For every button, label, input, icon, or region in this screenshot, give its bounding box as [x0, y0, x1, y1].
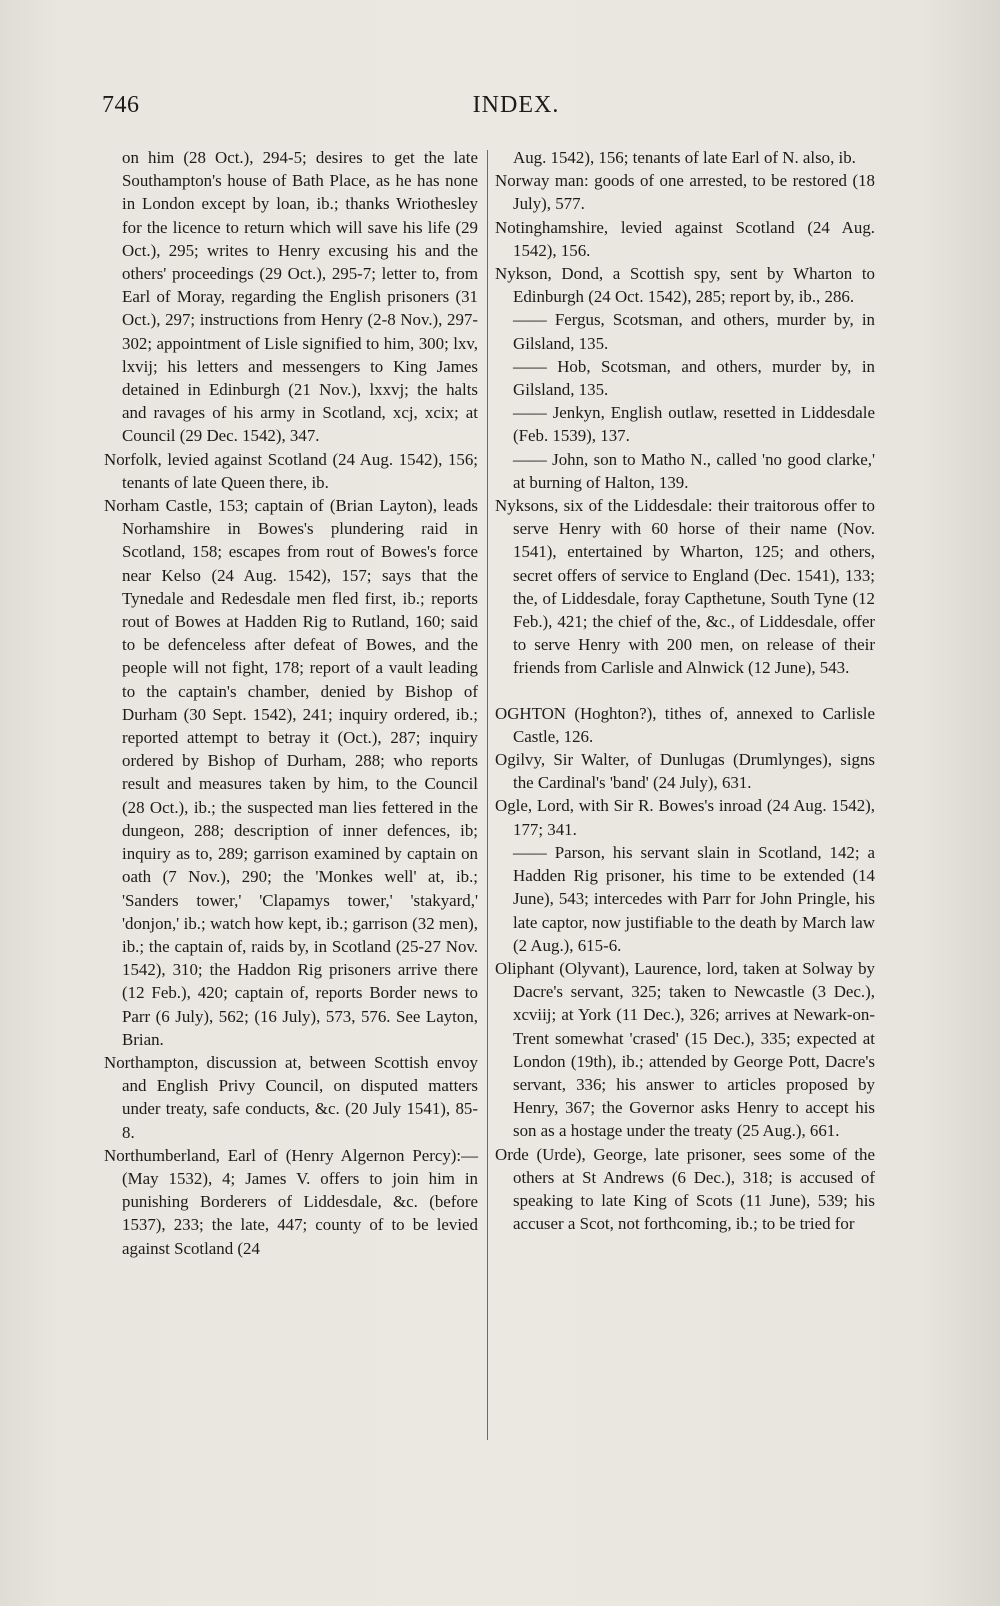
running-head: INDEX. [472, 92, 560, 118]
index-entry: OGHTON (Hoghton?), tithes of, annexed to Carlisle Castle, 126. [495, 703, 875, 746]
index-entry: Northumberland, Earl of (Henry Algernon Percy):—(May 1532), 4; James V. offers to join him in punishing Borderers of Liddesdale, &c. (before 1537), 233; the late, 447; county of to be levied against Scotland (24 [104, 1145, 478, 1258]
index-entry: Nykson, Dond, a Scottish spy, sent by Wharton to Edinburgh (24 Oct. 1542), 285; report by, ib., 286. [495, 264, 875, 307]
right-column [495, 146, 875, 1235]
index-entry-continued: Aug. 1542), 156; tenants of late Earl of N. also, ib. [513, 148, 856, 167]
index-entry: Nyksons, six of the Liddesdale: their traitorous offer to serve Henry with 60 horse of their name (Nov. 1541), entertained by Wharton, 125; and others, secret offers of service to England (Dec. 1541), 133; the, of Liddesdale, foray Capthetune, South Tyne (12 Feb.), 421; the chief of the, &c., of Liddesdale, offer to serve Henry with 200 men, on release of their friends from Carlisle and Alnwick (12 June), 543. [495, 496, 875, 678]
index-entry: Oliphant (Olyvant), Laurence, lord, taken at Solway by Dacre's servant, 325; taken to Newcastle (3 Dec.), xcviij; at York (11 Dec.), 326; arrives at Newark-on-Trent somewhat 'crased' (15 Dec.), 335; expected at London (19th), ib.; attended by George Pott, Dacre's servant, 336; his answer to articles proposed by Henry, 367; the Governor asks Henry to accept his son as a hostage under the treaty (25 Aug.), 661. [495, 958, 875, 1141]
section-gap [495, 680, 875, 702]
page-header [102, 92, 880, 128]
index-entry: Norham Castle, 153; captain of (Brian Layton), leads Norhamshire in Bowes's plundering raid in Scotland, 158; escapes from rout of Bowes's force near Kelso (24 Aug. 1542), 157; says that the Tynedale and Redesdale men fled first, ib.; reports rout of Bowes at Hadden Rig to Rutland, 160; said to be defenceless after defeat of Bowes, and the people will not fight, 178; report of a vault leading to the captain's chamber, denied by Bishop of Durham (30 Sept. 1542), 241; inquiry ordered, ib.; reported attempt to betray it (Oct.), 287; inquiry ordered by Bishop of Durham, 288; who reports result and measures taken by him, to the Council (28 Oct.), ib.; the suspected man lies fettered in the dungeon, 288; description of inner defences, ib; inquiry as to, 289; garrison examined by captain on oath (7 Nov.), 290; the 'Monkes well' at, ib.; 'Sanders tower,' 'Clapamys tower,' 'stakyard,' 'donjon,' ib.; watch how kept, ib.; garrison (32 men), ib.; the captain of, raids by, in Scotland (25-27 Nov. 1542), 310; the Haddon Rig prisoners arrive there (12 Feb.), 420; captain of, reports Border news to Parr (6 July), 562; (16 July), 573, 576. See Layton, Brian. [104, 496, 478, 1049]
index-entry: Ogilvy, Sir Walter, of Dunlugas (Drumlynges), signs the Cardinal's 'band' (24 July), 631. [495, 750, 875, 793]
index-entry: Norway man: goods of one arrested, to be restored (18 July), 577. [495, 171, 875, 214]
index-entry: Notinghamshire, levied against Scotland (24 Aug. 1542), 156. [495, 217, 875, 260]
index-entry: Norfolk, levied against Scotland (24 Aug. 1542), 156; tenants of late Queen there, ib. [104, 449, 478, 492]
index-entry: Orde (Urde), George, late prisoner, sees some of the others at St Andrews (6 Dec.), 318; is accused of speaking to late King of Scots (11 June), 539; his accuser a Scot, not forthcoming, ib.; to be tried for [495, 1144, 875, 1234]
column-divider [487, 150, 488, 1440]
index-subentry: —— Parson, his servant slain in Scotland, 142; a Hadden Rig prisoner, his time to be extended (14 June), 543; intercedes with Parr for John Pringle, his late captor, now justifiable to the death by March law (2 Aug.), 615-6. [513, 842, 875, 955]
index-entry: Northampton, discussion at, between Scottish envoy and English Privy Council, on disputed matters under treaty, safe conducts, &c. (20 July 1541), 85-8. [104, 1052, 478, 1142]
index-subentry: —— Jenkyn, English outlaw, resetted in Liddesdale (Feb. 1539), 137. [513, 403, 875, 446]
index-subentry: —— Fergus, Scotsman, and others, murder by, in Gilsland, 135. [513, 310, 875, 353]
page-number: 746 [102, 92, 140, 118]
left-column [104, 146, 478, 1260]
index-entry: Ogle, Lord, with Sir R. Bowes's inroad (24 Aug. 1542), 177; 341. [495, 796, 875, 839]
index-entry-continued: on him (28 Oct.), 294-5; desires to get the late Southampton's house of Bath Place, as he has none in London except by loan, ib.; thanks Wriothesley for the licence to return which will save his life (29 Oct.), 295; writes to Henry excusing his and the others' proceedings (29 Oct.), 295-7; letter to, from Earl of Moray, regarding the English prisoners (31 Oct.), 297; instructions from Henry (2-8 Nov.), 297-302; appointment of Lisle signified to him, 300; lxv, lxvij; his letters and messengers to King James detained in Edinburgh (21 Nov.), lxxvj; the halts and ravages of his army in Scotland, xcj, xcix; at Council (29 Dec. 1542), 347. [122, 148, 478, 446]
index-subentry: —— Hob, Scotsman, and others, murder by, in Gilsland, 135. [513, 356, 875, 400]
index-subentry: —— John, son to Matho N., called 'no good clarke,' at burning of Halton, 139. [513, 449, 875, 492]
